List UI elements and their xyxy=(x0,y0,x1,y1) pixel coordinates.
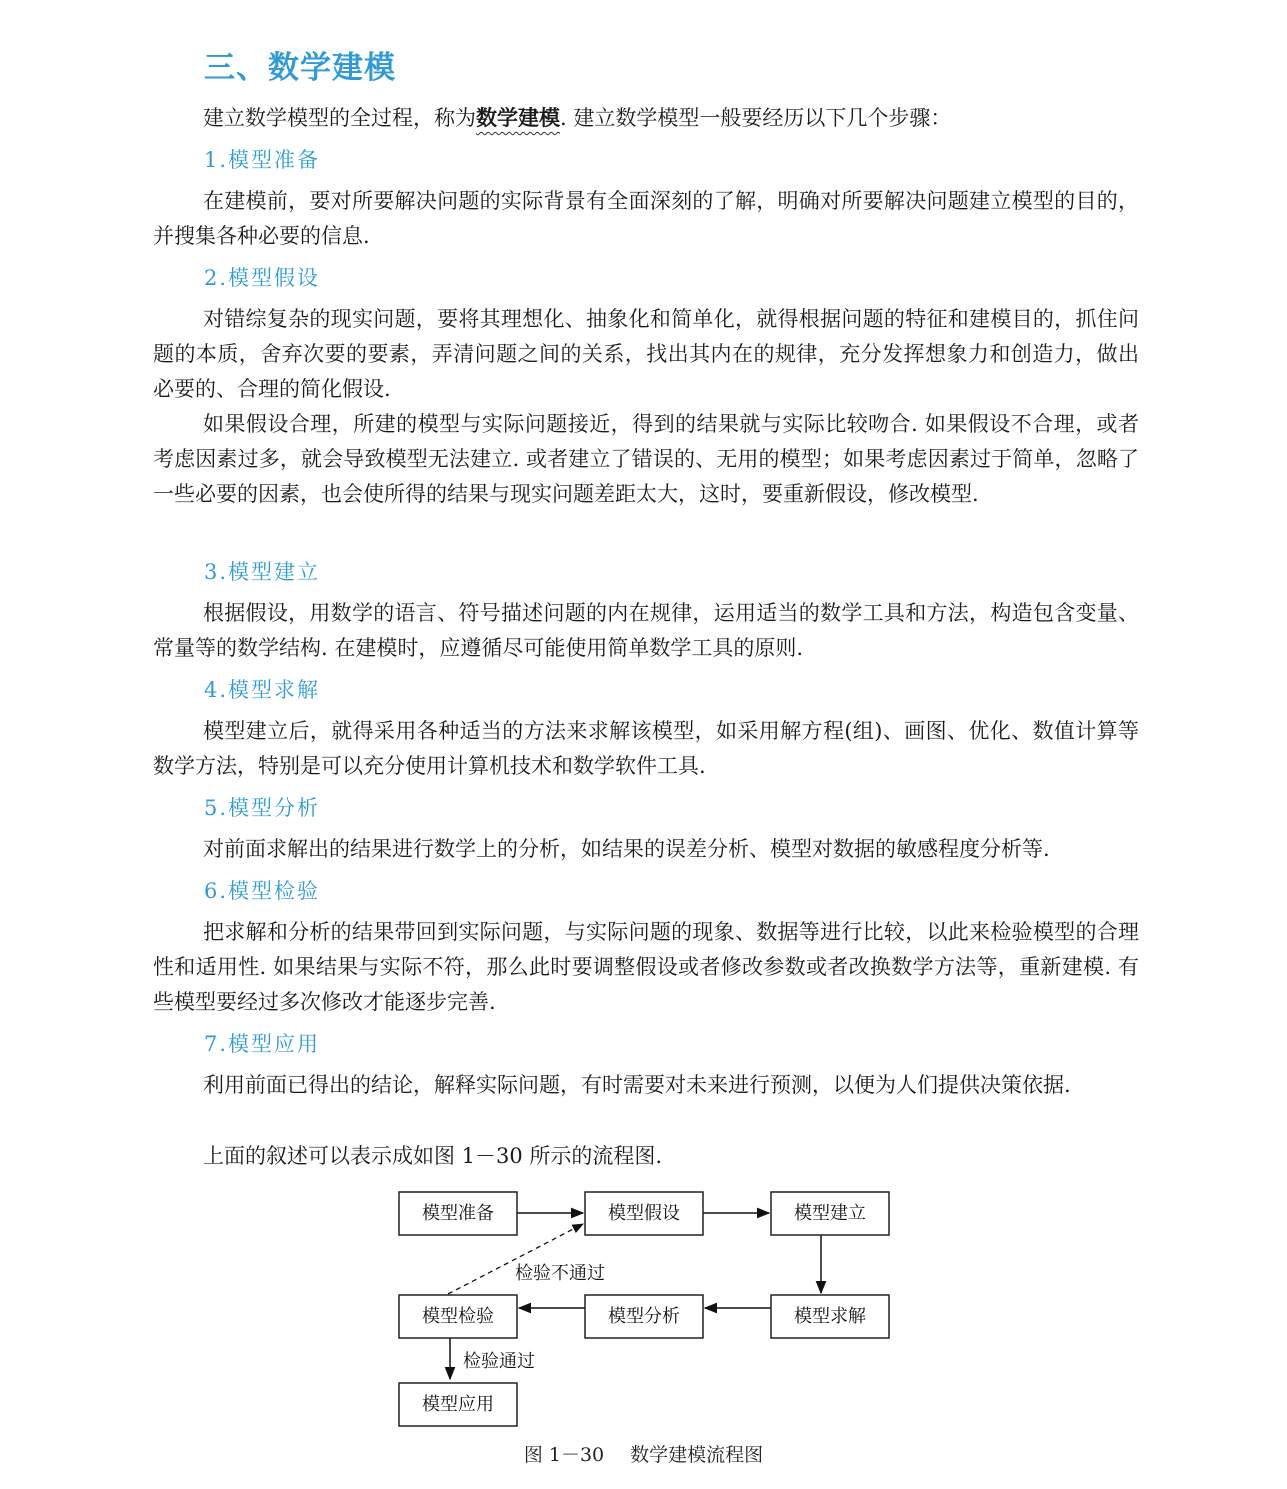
node-solve xyxy=(771,1295,889,1338)
step-1-paragraph: 在建模前，要对所要解决问题的实际背景有全面深刻的了解，明确对所要解决问题建立模型的目的，并搜集各种必要的信息. xyxy=(153,189,1139,248)
node-apply-label: 模型应用 xyxy=(422,1394,494,1415)
step-4-paragraph: 模型建立后，就得采用各种适当的方法来求解该模型，如采用解方程(组)、画图、优化、数值计算等数学方法，特别是可以充分使用计算机技术和数学软件工具. xyxy=(153,719,1139,778)
step-7-heading: 7.模型应用 xyxy=(204,1032,321,1056)
step-1-heading: 1.模型准备 xyxy=(204,148,321,172)
edge-label-pass: 检验通过 xyxy=(463,1351,535,1372)
node-assume xyxy=(585,1192,703,1235)
node-analyze xyxy=(585,1295,703,1338)
figure-caption xyxy=(0,1440,1287,1467)
node-build xyxy=(771,1192,889,1235)
node-analyze-label: 模型分析 xyxy=(608,1306,680,1327)
node-assume-label: 模型假设 xyxy=(608,1203,680,1224)
step-5-heading: 5.模型分析 xyxy=(204,796,321,820)
node-verify xyxy=(399,1295,517,1338)
step-3-heading: 3.模型建立 xyxy=(204,560,321,584)
step-5-paragraph: 对前面求解出的结果进行数学上的分析，如结果的误差分析、模型对数据的敏感程度分析等. xyxy=(203,837,1050,861)
node-build-label: 模型建立 xyxy=(794,1203,866,1224)
edge-label-fail: 检验不通过 xyxy=(515,1263,605,1284)
step-4-heading: 4.模型求解 xyxy=(204,678,321,702)
step-3-paragraph: 根据假设，用数学的语言、符号描述问题的内在规律，运用适当的数学工具和方法，构造包含变量、常量等的数学结构. 在建模时，应遵循尽可能使用简单数学工具的原则. xyxy=(153,601,1139,660)
intro-text-before: 建立数学模型的全过程，称为 xyxy=(203,106,476,130)
step-2-paragraph-2: 如果假设合理，所建的模型与实际问题接近，得到的结果就与实际比较吻合. 如果假设不合理，或者考虑因素过多，就会导致模型无法建立. 或者建立了错误的、无用的模型；如果考虑因素过于简单，忽略了一些必要的因素，也会使所得的结果与现实问题差距太大，这时，要重新假设，修改模型. xyxy=(153,412,1139,506)
node-prepare xyxy=(399,1192,517,1235)
section-title: 三、数学建模 xyxy=(204,50,396,86)
node-solve-label: 模型求解 xyxy=(794,1306,866,1327)
node-verify-label: 模型检验 xyxy=(422,1306,494,1327)
step-2-paragraph-1: 对错综复杂的现实问题，要将其理想化、抽象化和简单化，就得根据问题的特征和建模目的，抓住问题的本质，舍弃次要的要素，弄清问题之间的关系，找出其内在的规律，充分发挥想象力和创造力，做出必要的、合理的简化假设. xyxy=(153,307,1139,401)
key-term: 数学建模 xyxy=(476,106,560,130)
step-6-paragraph: 把求解和分析的结果带回到实际问题，与实际问题的现象、数据等进行比较，以此来检验模型的合理性和适用性. 如果结果与实际不符，那么此时要调整假设或者修改参数或者改换数学方法等，重新建模. 有些模型要经过多次修改才能逐步完善. xyxy=(153,920,1139,1014)
closing-paragraph: 上面的叙述可以表示成如图 1－30 所示的流程图. xyxy=(203,1144,663,1168)
figure-number: 图 1－30 xyxy=(523,1444,605,1466)
step-2-heading: 2.模型假设 xyxy=(204,266,321,290)
node-prepare-label: 模型准备 xyxy=(422,1203,494,1224)
step-7-paragraph: 利用前面已得出的结论，解释实际问题，有时需要对未来进行预测，以便为人们提供决策依据. xyxy=(203,1073,1071,1097)
figure-title: 数学建模流程图 xyxy=(630,1444,764,1466)
intro-text-after: . 建立数学模型一般要经历以下几个步骤： xyxy=(560,106,952,130)
node-apply xyxy=(399,1383,517,1426)
step-6-heading: 6.模型检验 xyxy=(204,879,321,903)
